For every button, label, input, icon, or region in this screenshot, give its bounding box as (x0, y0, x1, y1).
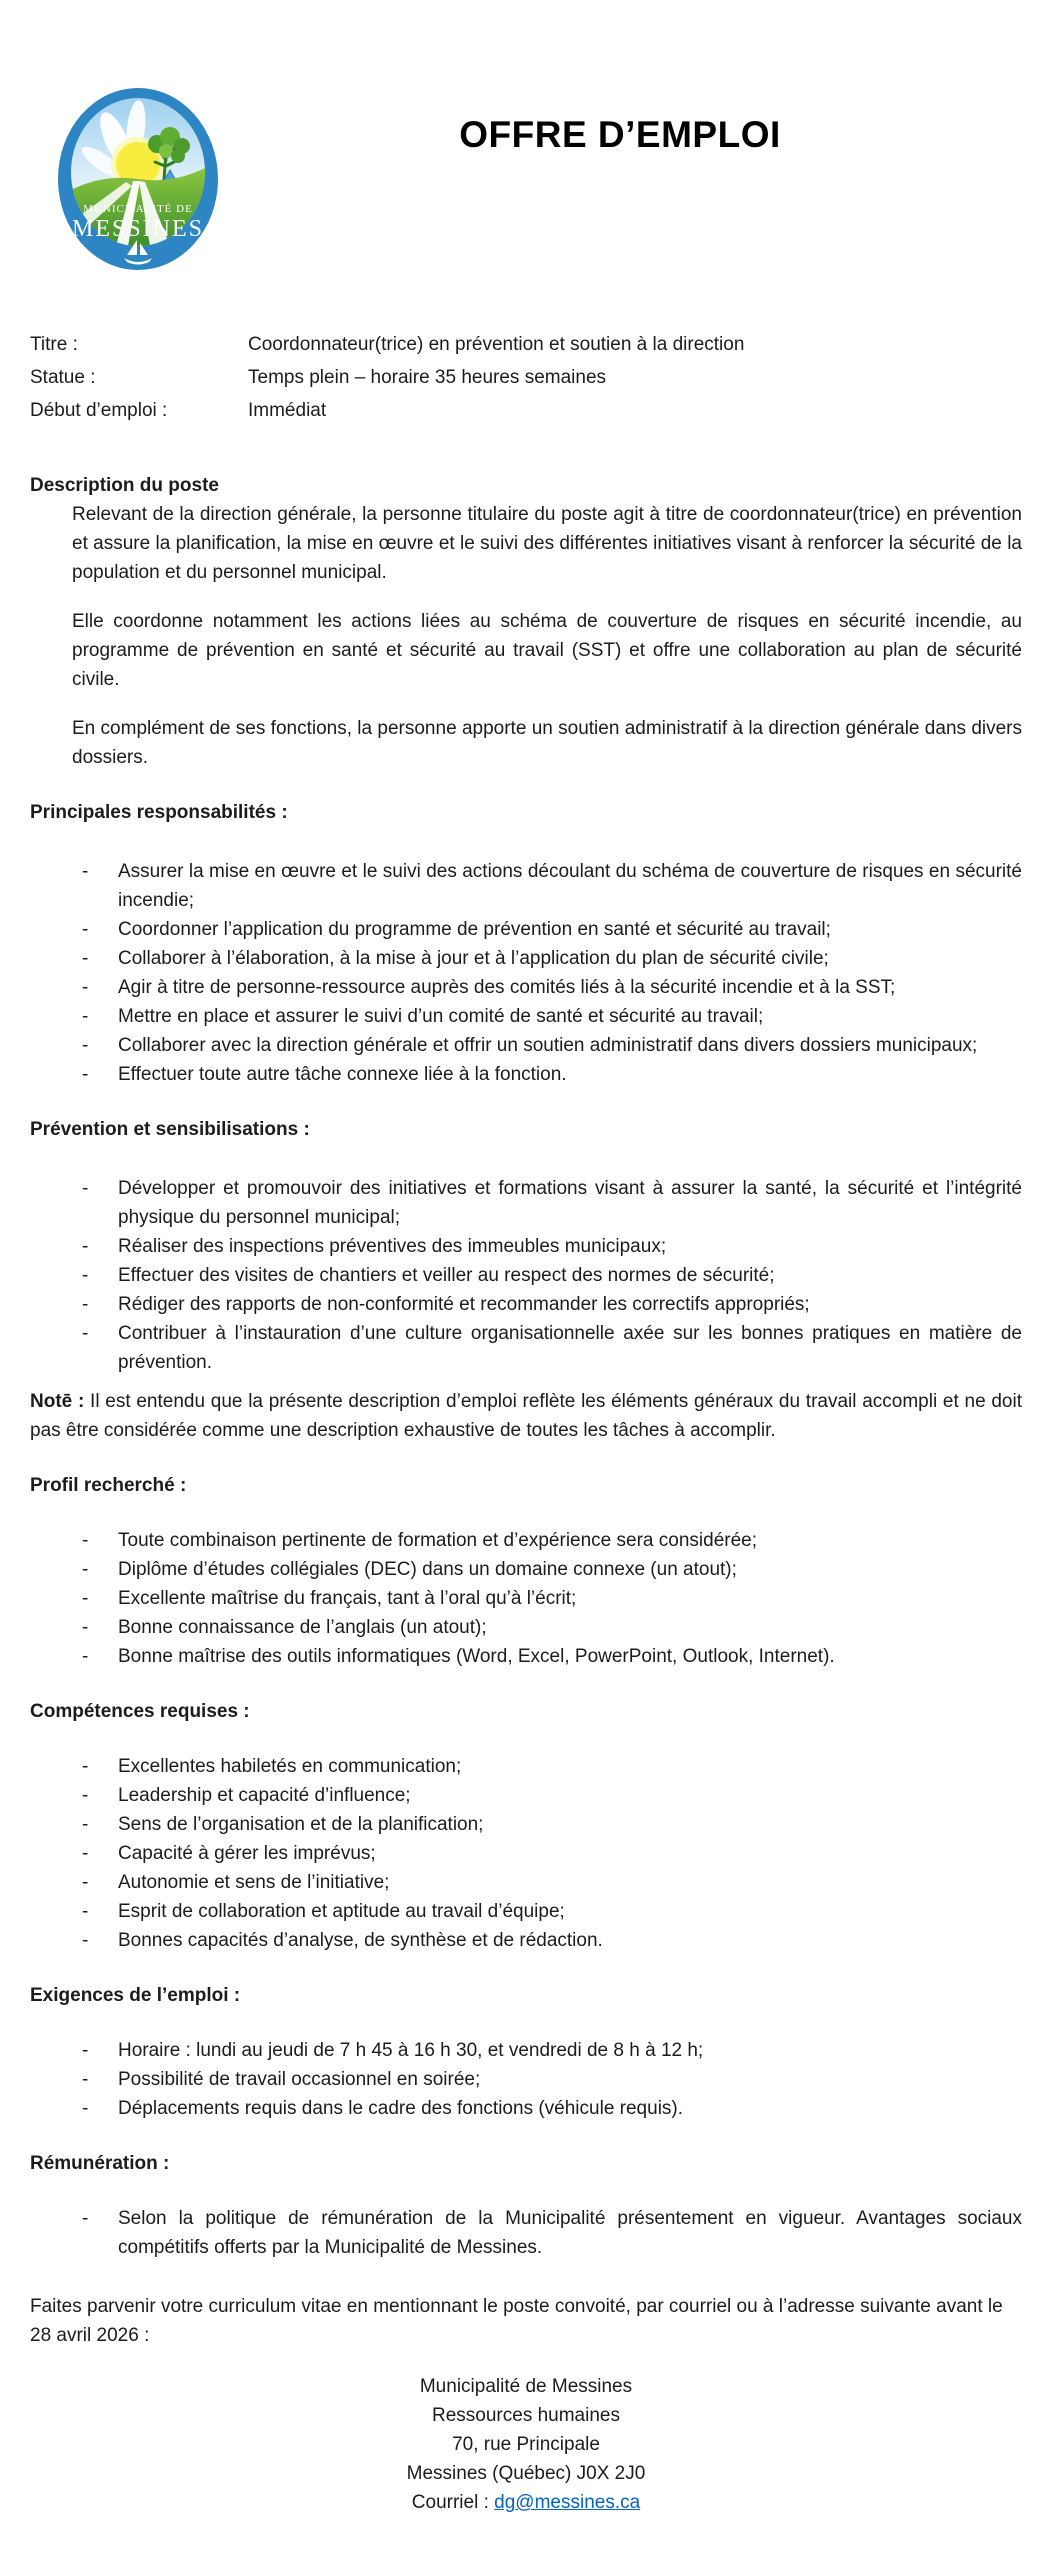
bullet-dash: - (82, 1930, 89, 1951)
section-heading-profil: Profil recherché : (30, 1475, 187, 1496)
bullet-item: - Sens de l’organisation et de la planification; (78, 1810, 1022, 1839)
note-paragraph (30, 1387, 1022, 1445)
description-paragraph: En complément de ses fonctions, la personne apporte un soutien administratif à la direction générale dans divers dossiers. (72, 718, 1022, 768)
messines-logo-graphic (58, 88, 218, 270)
competences-list (78, 1752, 1022, 1955)
messines-logo (58, 88, 218, 270)
bullet-item: - Bonne maîtrise des outils informatiques (Word, Excel, PowerPoint, Outlook, Internet). (78, 1642, 1022, 1671)
responsabilites-list (78, 857, 1022, 1089)
bullet-item: - Selon la politique de rémunération de la Municipalité présentement en vigueur. Avantages sociaux compétitifs offerts par la Municipalité de Messines. (78, 2204, 1022, 2262)
bullet-item: - Possibilité de travail occasionnel en soirée; (78, 2065, 1022, 2094)
bullet-item: - Rédiger des rapports de non-conformité et recommander les correctifs appropriés; (78, 1290, 1022, 1319)
bullet-dash: - (82, 1901, 89, 1922)
description-paragraph: Elle coordonne notamment les actions liées au schéma de couverture de risques en sécurité incendie, au programme de prévention en santé et sécurité au travail (SST) et offre une collaboration au plan de sécurité civile. (72, 611, 1022, 690)
section-heading-responsabilites: Principales responsabilités : (30, 802, 288, 823)
profil-list (78, 1526, 1022, 1671)
bullet-item: - Effectuer toute autre tâche connexe liée à la fonction. (78, 1060, 1022, 1089)
address-block (30, 2372, 1022, 2517)
bullet-dash: - (82, 2040, 89, 2061)
bullet-dash: - (82, 1843, 89, 1864)
meta-value: Temps plein – horaire 35 heures semaines (248, 367, 607, 388)
bullet-item: - Excellentes habiletés en communication; (78, 1752, 1022, 1781)
bullet-dash: - (82, 1294, 89, 1315)
bullet-dash: - (82, 1756, 89, 1777)
document-header (30, 0, 1022, 270)
bullet-dash: - (82, 1265, 89, 1286)
meta-label: Début d’emploi : (30, 400, 168, 421)
section-heading-description: Description du poste (30, 475, 219, 496)
bullet-item: - Coordonner l’application du programme de prévention en santé et sécurité au travail; (78, 915, 1022, 944)
address-line: 70, rue Principale (452, 2434, 600, 2455)
email-label: Courriel : (411, 2492, 495, 2513)
note-text: Il est entendu que la présente description d’emploi reflète les éléments généraux du travail accompli et ne doit pas être considérée comme une description exhaustive de toutes les tâches à accomplir. (30, 1391, 1023, 1441)
bullet-item: - Développer et promouvoir des initiatives et formations visant à assurer la santé, la sécurité et l’intégrité physique du personnel municipal; (78, 1174, 1022, 1232)
exigences-list (78, 2036, 1022, 2123)
bullet-item: - Collaborer avec la direction générale et offrir un soutien administratif dans divers dossiers municipaux; (78, 1031, 1022, 1060)
bullet-dash: - (82, 2069, 89, 2090)
bullet-dash: - (82, 1785, 89, 1806)
bullet-item: - Réaliser des inspections préventives des immeubles municipaux; (78, 1232, 1022, 1261)
bullet-dash: - (82, 977, 89, 998)
page-title: OFFRE D’EMPLOI (459, 114, 781, 155)
address-line: Municipalité de Messines (419, 2376, 633, 2397)
bullet-dash: - (82, 1646, 89, 1667)
bullet-item: - Bonnes capacités d’analyse, de synthèse et de rédaction. (78, 1926, 1022, 1955)
bullet-dash: - (82, 1064, 89, 1085)
bullet-item: - Agir à titre de personne-ressource auprès des comités liés à la sécurité incendie et à la SST; (78, 973, 1022, 1002)
bullet-item: - Leadership et capacité d’influence; (78, 1781, 1022, 1810)
bullet-item: - Assurer la mise en œuvre et le suivi des actions découlant du schéma de couverture de risques en sécurité incendie; (78, 857, 1022, 915)
logo-org-line1: MUNICIPALITÉ DE (83, 203, 193, 215)
bullet-item: - Esprit de collaboration et aptitude au travail d’équipe; (78, 1897, 1022, 1926)
bullet-dash: - (82, 919, 89, 940)
email-link[interactable]: dg@messines.ca (494, 2492, 641, 2513)
description-paragraph: Relevant de la direction générale, la personne titulaire du poste agit à titre de coordonnateur(trice) en prévention et assure la planification, la mise en œuvre et le suivi des différentes initiatives visant à renforcer la sécurité de la population et du personnel municipal. (72, 504, 1022, 583)
bullet-item: - Contribuer à l’instauration d’une culture organisationnelle axée sur les bonnes pratiques en matière de prévention. (78, 1319, 1022, 1377)
email-line (30, 2488, 1022, 2517)
meta-row (30, 328, 1022, 361)
bullet-dash: - (82, 2098, 89, 2119)
bullet-item: - Capacité à gérer les imprévus; (78, 1839, 1022, 1868)
address-line: Ressources humaines (432, 2405, 620, 2426)
bullet-dash: - (82, 1178, 89, 1199)
bullet-item: - Collaborer à l’élaboration, à la mise à jour et à l’application du plan de sécurité civile; (78, 944, 1022, 973)
meta-row (30, 394, 1022, 427)
bullet-dash: - (82, 861, 89, 882)
section-heading-competences: Compétences requises : (30, 1701, 250, 1722)
bullet-item: - Bonne connaissance de l’anglais (un atout); (78, 1613, 1022, 1642)
bullet-dash: - (82, 1814, 89, 1835)
bullet-item: - Autonomie et sens de l’initiative; (78, 1868, 1022, 1897)
prevention-list (78, 1174, 1022, 1377)
remuneration-list (78, 2204, 1022, 2262)
bullet-item: - Horaire : lundi au jeudi de 7 h 45 à 16 h 30, et vendredi de 8 h à 12 h; (78, 2036, 1022, 2065)
address-lines (30, 2372, 1022, 2488)
closing-paragraph: Faites parvenir votre curriculum vitae en mentionnant le poste convoité, par courriel ou à l’adresse suivante avant le 28 avril 2026 : (30, 2296, 1003, 2346)
meta-value: Immédiat (248, 400, 327, 421)
section-heading-remuneration: Rémunération : (30, 2153, 170, 2174)
bullet-item: - Excellente maîtrise du français, tant à l’oral qu’à l’écrit; (78, 1584, 1022, 1613)
meta-label: Titre : (30, 334, 78, 355)
bullet-dash: - (82, 948, 89, 969)
bullet-dash: - (82, 1588, 89, 1609)
address-line: Messines (Québec) J0X 2J0 (406, 2463, 646, 2484)
bullet-dash: - (82, 1559, 89, 1580)
logo-org-line2: MESSINES (71, 216, 205, 242)
bullet-item: - Effectuer des visites de chantiers et veiller au respect des normes de sécurité; (78, 1261, 1022, 1290)
bullet-dash: - (82, 1236, 89, 1257)
section-heading-prevention: Prévention et sensibilisations : (30, 1119, 310, 1140)
bullet-item: - Toute combinaison pertinente de formation et d’expérience sera considérée; (78, 1526, 1022, 1555)
bullet-item: - Déplacements requis dans le cadre des fonctions (véhicule requis). (78, 2094, 1022, 2123)
section-description-paragraphs (30, 500, 1022, 772)
job-meta-block (30, 328, 1022, 427)
bullet-dash: - (82, 1323, 89, 1344)
bullet-item: - Diplôme d’études collégiales (DEC) dans un domaine connexe (un atout); (78, 1555, 1022, 1584)
note-label: Notē : (30, 1391, 85, 1412)
bullet-dash: - (82, 1872, 89, 1893)
section-heading-exigences: Exigences de l’emploi : (30, 1985, 241, 2006)
bullet-dash: - (82, 1035, 89, 1056)
bullet-dash: - (82, 1006, 89, 1027)
meta-label: Statue : (30, 367, 96, 388)
bullet-dash: - (82, 1617, 89, 1638)
bullet-dash: - (82, 1530, 89, 1551)
meta-row (30, 361, 1022, 394)
meta-value: Coordonnateur(trice) en prévention et soutien à la direction (248, 334, 745, 355)
bullet-dash: - (82, 2208, 89, 2229)
bullet-item: - Mettre en place et assurer le suivi d’un comité de santé et sécurité au travail; (78, 1002, 1022, 1031)
